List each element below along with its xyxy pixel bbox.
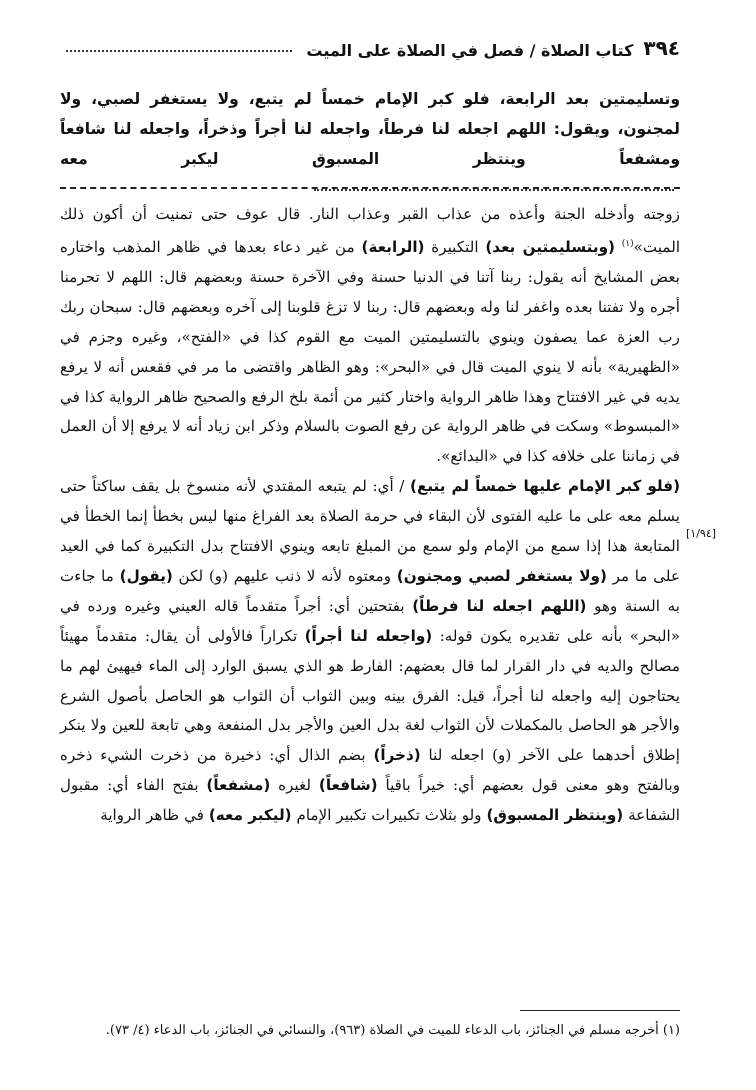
footnote-block — [60, 1020, 680, 1042]
header-dotted-leader — [66, 49, 292, 52]
commentary-text: لغيره — [278, 776, 312, 795]
footnote-text: (١) أخرجه مسلم في الجنائز، باب الدعاء للميت في الصلاة (٩٦٣)، والنسائي في الجنائز، باب الدعاء (٤/ ٧٣). — [105, 1023, 680, 1038]
matn-quote: (مشفعاً) — [206, 776, 271, 795]
footnote-rule — [520, 1010, 680, 1011]
running-title: كتاب الصلاة / فصل في الصلاة على الميت — [306, 41, 634, 60]
matn-quote: (اللهم اجعله لنا فرطاً) — [412, 596, 587, 615]
commentary-text: ولو بثلاث تكبيرات تكبير الإمام — [296, 806, 482, 825]
commentary-paragraph-2 — [60, 472, 680, 831]
commentary-text: في ظاهر الرواية — [100, 806, 205, 825]
matn-quote: (وبتسليمتين بعد) — [485, 237, 615, 256]
main-text-block — [60, 84, 680, 204]
matn-quote: (شافعاً) — [318, 776, 378, 795]
matn-quote: (يقول) — [119, 566, 173, 585]
commentary-text: / أي: لم يتبعه المقتدي لأنه منسوخ بل يقف ساكتاً حتى يسلم معه على ما عليه الفتوى لأن البقاء في حرمة الصلاة بعد الفراغ منها ليس بخطأ إنما الخطأ في المتابعة هذا إذا سمع من الإمام ولو سمع من المبلغ تابعه وينوي الافتتاح بدل التكبيرة كما في العيد على ما مر — [60, 477, 681, 585]
page-header — [60, 30, 680, 60]
matn-quote: (فلو كبر الإمام عليها خمساً لم يتبع) — [410, 477, 681, 496]
matn-quote: (واجعله لنا أجراً) — [304, 626, 433, 645]
commentary-text: ما جاءت به السنة وهو — [60, 566, 680, 615]
matn-quote: (ذخراً) — [373, 746, 421, 765]
commentary-text: ومعتوه لأنه لا ذنب عليهم (و) لكن — [178, 566, 392, 585]
commentary-text: التكبيرة — [431, 237, 479, 256]
commentary-text: بفتح الفاء أي: مقبول الشفاعة — [60, 776, 680, 825]
commentary-text: من غير دعاء بعدها في ظاهر المذهب واختاره بعض المشايخ أنه يقول: ربنا آتنا في الدنيا حسنة وفي الآخرة حسنة وبعضهم قال: اللهم لا تحرمنا أجره ولا تفتنا بعده واغفر لنا وله وبعضهم قال: ربنا لا تزغ قلوبنا إلى آخره وبعضهم قال: سبحان ربك رب العزة عما يصفون وينوي بالتسليمتين الميت مع القوم كذا في «الفتح»، وغيره وجزم في «الظهيرية» بأنه لا ينوي الميت قال في «البحر»: وهو الظاهر واقتضى ما مر في فقعس أنه لا يرفع يديه في غير الافتتاح وهذا ظاهر الرواية واختار كثير من أئمة بلخ الرفع والصحيح ظاهر الرواية كذا في «المبسوط» وسكت في ظاهر الرواية عن رفع الصوت بالسلام وذكر ابن زياد أنه لا يرفع إلا أن العمل في زماننا على خلافه كذا في «البدائع». — [60, 237, 680, 466]
matn-quote: (ولا يستغفر لصبي ومجنون) — [396, 566, 607, 585]
commentary-text: بضم الذال أي: ذخيرة من ذخرت الشيء ذخره وبالفتح وهو معنى قول بعضهم أي: خيراً باقياً — [60, 746, 681, 795]
commentary-text: زوجته وأدخله الجنة وأعذه من عذاب القبر وعذاب النار. قال عوف حتى تمنيت أن أكون ذلك الميت» — [60, 205, 681, 256]
page-number: ٣٩٤ — [643, 36, 680, 60]
dashed-separator — [60, 187, 680, 189]
margin-page-reference: [١/٩٤] — [686, 527, 717, 540]
commentary-text: بفتحتين أي: أجراً متقدماً قاله العيني وغيره ورده في «البحر» بأنه على تقديره يكون قوله: — [60, 596, 680, 645]
commentary-paragraph-1 — [60, 200, 680, 472]
matn-quote: (ليكبر معه) — [208, 806, 292, 825]
matn-quote: (الرابعة) — [361, 237, 425, 256]
commentary-text: تكراراً فالأولى أن يقال: متقدماً مهيئاً مصالح والديه في دار القرار لما قال بعضهم: الفارط هو الذي يسبق الوارد إلى الماء فيهيئ لهم ما يحتاجون إليه واجعله لنا أجراً، قيل: الفرق بينه وبين الثواب أن الثواب هو الحاصل بأصول الشرع والأجر هو الحاصل بالمكملات لأن الثواب لغة بدل العين والأجر بدل المنفعة وهي تابعة للعين ولا ينكر إطلاق أحدهما على الآخر (و) اجعله لنا — [60, 626, 680, 765]
matn-quote: (وينتظر المسبوق) — [486, 806, 624, 825]
main-text-paragraph — [60, 84, 680, 204]
commentary-block — [60, 200, 680, 831]
main-text: وتسليمتين بعد الرابعة، فلو كبر الإمام خمساً لم يتبع، ولا يستغفر لصبي، ولا لمجنون، ويقول: اللهم اجعله لنا فرطاً، واجعله لنا أجراً وذخراً، واجعله لنا شافعاً ومشفعاً وينتظر المسبوق ليكبر معه — [60, 90, 680, 168]
footnote-marker: (١) — [621, 238, 634, 249]
